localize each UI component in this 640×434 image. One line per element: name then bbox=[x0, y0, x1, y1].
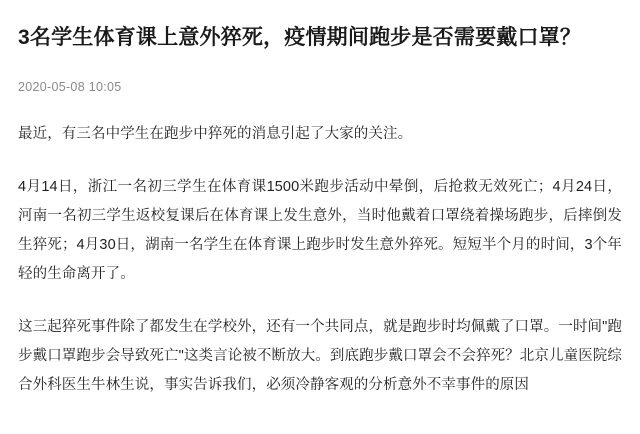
article-timestamp: 2020-05-08 10:05 bbox=[18, 80, 122, 94]
page-title: 3名学生体育课上意外猝死，疫情期间跑步是否需要戴口罩？ bbox=[18, 26, 582, 49]
article-paragraph-clipped bbox=[18, 313, 622, 400]
article-paragraph: 这三起猝死事件除了都发生在学校外，还有一个共同点，就是跑步时均佩戴了口罩。一时间"跑步戴口罩跑步会导致死亡"这类言论被不断放大。到底跑步戴口罩会不会猝死？北京儿童医院综合外科医生牛林生说，事实告诉我们，必须冷静客观的分析意外不幸事件的原因 bbox=[18, 319, 622, 393]
article-paragraph: 最近，有三名中学生在跑步中猝死的消息引起了大家的关注。 bbox=[18, 126, 413, 142]
article-paragraph: 4月14日，浙江一名初三学生在体育课1500米跑步活动中晕倒，后抢救无效死亡；4月24日，河南一名初三学生返校复课后在体育课上发生意外，当时他戴着口罩绕着操场跑步，后摔倒发生猝死；4月30日，湖南一名学生在体育课上跑步时发生意外猝死。短短半个月的时间，3个年轻的生命离开了。 bbox=[18, 179, 622, 282]
